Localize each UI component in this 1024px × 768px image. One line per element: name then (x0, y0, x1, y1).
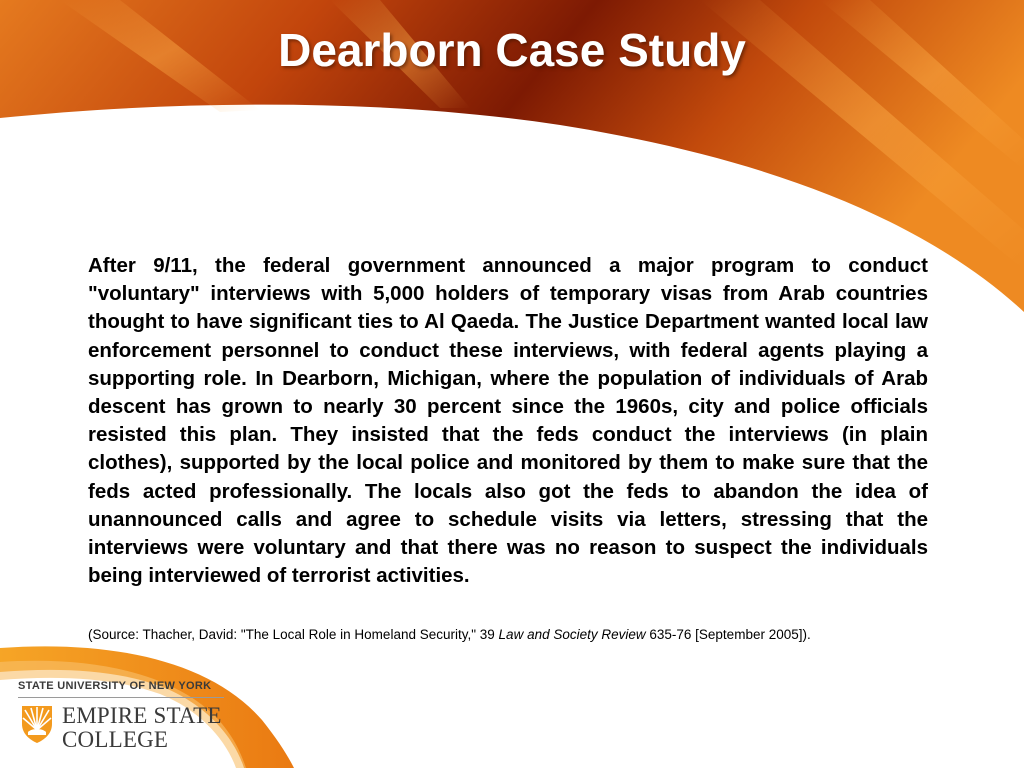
source-suffix: 635-76 [September 2005]). (645, 627, 811, 642)
source-prefix: (Source: Thacher, David: "The Local Role in Homeland Security," 39 (88, 627, 499, 642)
case-study-text: After 9/11, the federal government announced a major program to conduct "voluntary" interviews with 5,000 holders of temporary visas from Arab countries thought to have significant ties to Al Qaeda. The Justice Department wanted local law enforcement personnel to conduct these interviews, with federal agents playing a supporting role. In Dearborn, Michigan, where the population of individuals of Arab descent has grown to nearly 30 percent since the 1960s, city and police officials resisted this plan. They insisted that the feds conduct the interviews (in plain clothes), supported by the local police and monitored by them to make sure that the feds acted professionally. The locals also got the feds to abandon the idea of unannounced calls and agree to schedule visits via letters, stressing that the interviews were voluntary and that there was no reason to suspect the individuals being interviewed of terrorist activities. (88, 254, 928, 588)
source-citation (88, 626, 948, 644)
logo-name-line1: EMPIRE STATE (62, 703, 222, 728)
sunburst-shield-icon (20, 704, 54, 744)
source-journal: Law and Society Review (498, 627, 646, 642)
slide-title: Dearborn Case Study (278, 24, 746, 76)
logo-divider (18, 697, 224, 698)
logo-university-text: STATE UNIVERSITY OF NEW YORK (18, 680, 212, 692)
logo-name-line2: COLLEGE (62, 727, 169, 752)
college-logo (18, 680, 238, 752)
